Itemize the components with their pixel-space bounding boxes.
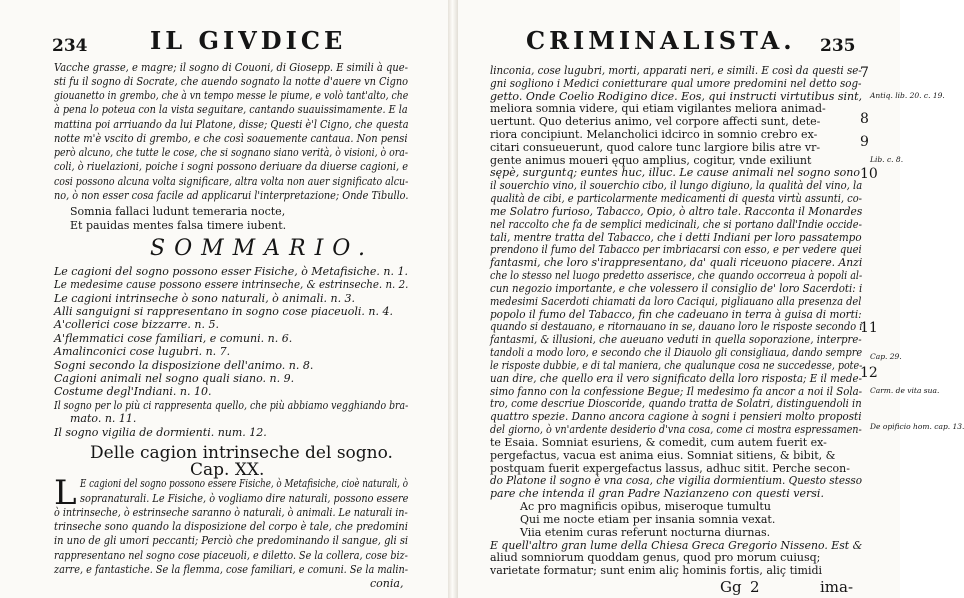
sommario-item: Sogni secondo la disposizione dell'animo. n. 8. [54,358,314,372]
sommario-item: Le medesime cause possono essere intrinseche, & estrinseche. n. 2. [54,278,409,292]
text-line: gni sogliono i Medici conietturare qual umore predomini nel detto sog- [490,76,862,90]
text-line: notte m'è vscito di grembo, e che così soauemente cantaua. Non pensi [54,131,408,145]
text-line: ò intrinseche, ò estrinseche saranno ò naturali, ò animali. Le naturali in- [54,505,408,519]
sommario-item: mato. n. 11. [70,412,137,426]
text-line: pare che intenda il gran Padre Nazianzeno con questi versi. [490,487,824,501]
text-line: linconia, cose lugubri, morti, apparati neri, e simili. E così da questi se- [490,63,862,77]
text-line: E cagioni del sogno possono essere Fisiche, ò Metafisiche, cioè naturali, ò [80,477,408,491]
verse-line: Et pauidas mentes falsa timere iubent. [70,218,287,232]
text-line: prendono il fumo del Tabacco per imbriacarsi con esso, e per vedere quei [490,243,862,257]
margin-citation: Lib. c. 8. [870,154,904,164]
text-line: riora concipiunt. Melancholici idcirco in somnio crebro ex- [490,128,818,141]
sommario-item: Alli sanguigni si rappresentano in sogno cose piaceuoli. n. 4. [54,305,393,318]
text-line: quando si destauano, e ritornauano in se, dauano loro le risposte secondo i [490,320,863,334]
text-line: però alcuno, che tutte le cose, che si sognano siano verità, ò visioni, ò ora- [54,146,409,159]
text-line: nel raccolto che fa de semplici medicinali, che si portano dall'Indie occide- [490,217,862,231]
running-head: CRIMINALISTA. [526,26,796,55]
text-line: le risposte dubbie, e di tal maniera, che qualunque cosa ne succedesse, pote- [490,358,863,372]
right-page [460,0,964,598]
text-line: aliud somniorum quoddam genus, quod pro morum cuiusq; [490,551,821,565]
text-line: qualità de cibi, e particolarmente medicamenti di questa virtù assunti, co- [490,192,862,206]
text-line: del giorno, ò vn'ardente desiderio d'vna cosa, come ci mostra espressamen- [490,423,862,436]
text-line: varietate formatur; sunt enim aliç hominis fortis, aliç timidi [490,564,823,578]
catchword: conia, [370,577,404,590]
sommario-title: SOMMARIO. [150,235,375,261]
margin-note-number: 9 [860,133,869,150]
text-line: do Platone il sogno è vna cosa, che vigilia dormientium. Questo stesso [490,474,863,488]
text-line: fantasmi, & illusioni, che aueuano veduti in quella soporazione, interpre- [490,333,862,347]
text-line: trinseche sono quando la disposizione del corpo è tale, che predomini [54,520,408,534]
chapter-title: Delle cagion intrinseche del sogno. [90,443,393,464]
margin-note-number: 7 [860,64,869,81]
page-number: 235 [820,36,856,56]
text-line: à pena lo poteua con la vista seguitare, cantando suauissimamente. E la [54,103,408,117]
sommario-item: Il sogno per lo più ci rappresenta quello, che più abbiamo vegghiando bra- [54,398,409,412]
text-line: cun negozio importante, e che volessero il consiglio de' loro Sacerdoti: i [490,281,863,295]
sommario-item: A'collerici cose bizzarre. n. 5. [54,318,219,332]
text-line: fantasmi, che loro s'irappresentano, da' quali riceuono piacere. Anzi [490,256,863,270]
page-number: 234 [52,36,88,56]
text-line: cosi possono alcuna volta significare, altra volta non auer significato alcu- [54,174,409,188]
text-line: meliora somnia videre, qui etiam vigilantes meliora animad- [490,102,826,116]
verse-line: Ac pro magnificis opibus, miseroque tumultu [520,500,771,513]
text-line: simo fanno con la confessione Begue; Il medesimo fa ancor a noi il Sola- [490,384,863,398]
margin-note-number: 11 [860,319,878,336]
sommario-item: Amalinconici cose lugubri. n. 7. [54,345,231,359]
sommario-item: Le cagioni del sogno possono esser Fisiche, ò Metafisiche. n. 1. [54,264,408,278]
chapter-number: Cap. XX. [190,460,265,480]
text-line: il souerchio vino, il souerchio cibo, il lungo digiuno, la qualità del vino, la [490,179,863,193]
text-line: mattina poi arriuando da lui Platone, disse; Questi è'l Cigno, che questa [54,117,409,131]
sommario-item: Le cagioni intrinseche ò sono naturali, ò animali. n. 3. [54,291,356,305]
margin-note-number: 12 [860,364,878,381]
text-line: zarre, e fantastiche. Se la flemma, cose familiari, e comuni. Se la malin- [54,562,409,576]
sommario-item: Cagioni animali nel sogno quali siano. n. 9. [54,372,295,385]
text-line: Vacche grasse, e magre; il sogno di Couoni, di Giosepp. E simili à que- [54,60,408,74]
margin-citation: Carm. de vita sua. [870,385,940,395]
text-line: medesimi Sacerdoti chiamati da loro Caciqui, pigliauano alla presenza del [490,294,862,308]
text-line: uertunt. Quo deterius animo, vel corpore affecti sunt, dete- [490,115,821,129]
running-head: IL GIVDICE [150,26,347,55]
text-line: in uno de gli umori peccanti; Perciò che predominando il sangue, gli si [54,534,409,548]
signature-mark: Gg [720,578,742,596]
text-line: gente animus moueri ęquo amplius, cogitur, vnde exiliunt [490,153,812,167]
catchword: ima- [820,578,854,596]
text-line: sępè, surguntq; euntes huc, illuc. Le cause animali nel sogno sono [490,166,860,180]
margin-note-number: 8 [860,111,869,128]
text-line: uan dire, che quello era il vero significato della loro risposta; E il mede- [490,371,862,385]
text-line: quattro spezie. Danno ancora cagione à sogni i pensieri molto proposti [490,410,862,424]
sommario-item: Il sogno vigilia de dormienti. num. 12. [54,425,267,439]
text-line: sti fu il sogno di Socrate, che auendo sognato la notte d'auere vn Cigno [54,74,409,88]
text-line: te Esaia. Somniat esuriens, & comedit, cum autem fuerit ex- [490,435,827,449]
drop-cap: L [54,472,77,513]
signature-number: 2 [750,578,760,596]
margin-note-number: 10 [860,165,878,182]
text-line: coli, ò riuelazioni, poiche i sogni possono deriuare da diuerse cagioni, e [54,160,408,174]
text-line: popolo il fumo del Tabacco, fin che cadeuano in terra à guisa di morti: [490,307,862,321]
sommario-item: A'flemmatici cose familiari, e comuni. n. 6. [54,331,293,345]
left-page [0,0,446,598]
text-line: E quell'altro gran lume della Chiesa Greca Gregorio Nisseno. Est & [490,538,863,552]
text-line: getto. Onde Coelio Rodigino dice. Eos, qui instructi virtutibus sint, [490,89,863,103]
sommario-item: Costume degl'Indiani. n. 10. [54,385,212,399]
text-line: che lo stesso nel luogo predetto asserisce, che quando occorreua à popoli al- [490,269,863,283]
text-line: tali, mentre tratta del Tabacco, che i detti Indiani per loro passatempo [490,230,862,244]
margin-citation: Antiq. lib. 20. c. 19. [870,90,945,100]
text-line: postquam fuerit expergefactus lassus, adhuc sitit. Perche secon- [490,461,850,475]
text-line: pergefactus, vacua est anima eius. Somniat sitiens, & bibit, & [490,448,836,462]
book-gutter [448,0,458,598]
text-line: giouanetto in grembo, che à vn tempo messe le piume, e volò tant'alto, che [54,89,409,103]
text-line: sopranaturali. Le Fisiche, ò vogliamo dire naturali, possono essere [80,491,409,505]
text-line: tandoli a modo loro, e secondo che il Diauolo gli consigliaua, dando sempre [490,346,863,360]
verse-line: Qui me nocte etiam per insania somnia vexat. [520,512,776,526]
text-line: citari consueuerunt, quod calore tunc largiore bilis atre vr- [490,140,821,154]
text-line: tro, come descriue Dioscoride, quando tratta de Solatri, distinguendoli in [490,397,862,411]
text-line: me Solatro furioso, Tabacco, Opio, ò altro tale. Racconta il Monardes [490,204,863,218]
verse-line: Viia etenim curas referunt nocturna diurnas. [520,525,771,539]
text-line: rappresentano nel sogno cose piaceuoli, e diletto. Se la collera, cose biz- [54,548,408,562]
margin-citation: De opificio hom. cap. 13. [870,422,964,432]
margin-citation: Cap. 29. [870,351,902,361]
verse-line: Somnia fallaci ludunt temeraria nocte, [70,204,286,218]
text-line: no, ò non esser cosa facile ad applicarui l'interpretazione; Onde Tibullo. [54,188,409,202]
